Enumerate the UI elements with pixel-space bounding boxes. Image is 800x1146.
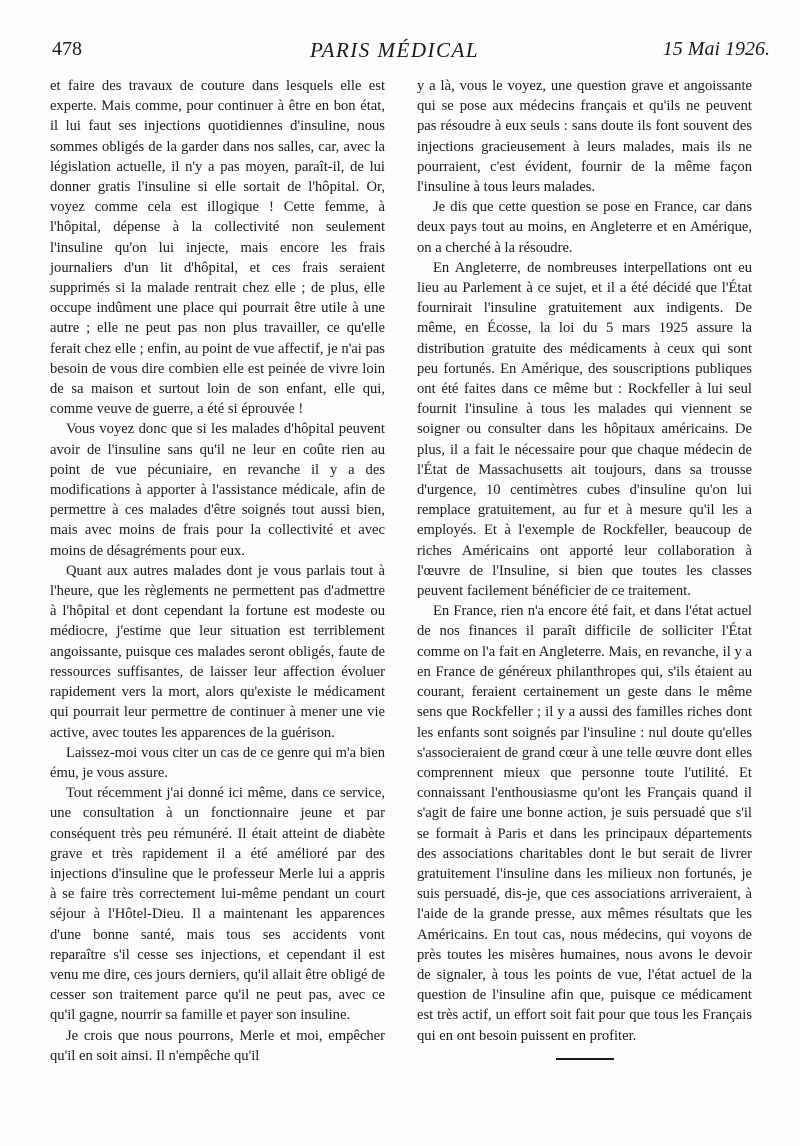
paragraph: et faire des travaux de couture dans lesquels elle est experte. Mais comme, pour continuer à être en bon état, il lui faut ses injections quotidiennes d'insuline, nous sommes obligés de la garder dans nos salles, car, avec la législation actuelle, il n'y a pas moyen, paraît-il, de lui donner gratis l'insuline si elle sortait de l'hôpital. Or, voyez comme cela est illogique ! Cette femme, à l'hôpital, dépense à la collectivité non seulement l'insuline qu'on lui injecte, mais encore les frais journaliers d'un lit d'hôpital, et ces frais seraient supprimés si la malade rentrait chez elle ; de plus, elle occupe indûment une place qui pourrait être utile à une autre ; elle ne peut pas non plus travailler, ce qu'elle ferait chez elle ; enfin, au point de vue affectif, je n'ai pas besoin de vous dire combien elle est peinée de vivre loin de sa maison et surtout loin de son enfant, elle qui, comme veuve de guerre, a été si éprouvée ! [50,78,385,418]
paragraph: En France, rien n'a encore été fait, et dans l'état actuel de nos finances il paraît difficile de solliciter l'État comme on l'a fait en Angleterre. Mais, en revanche, il y a en France de généreux philanthropes qui, s'ils étaient au courant, feraient certainement un geste dans le même sens que Rockfeller ; il y a aussi des familles riches dont les enfants sont soignés par l'insuline : nul doute qu'elles s'associeraient de grand cœur à une telle œuvre dont elles comprennent mieux que personne toute l'utilité. Et connaissant l'enthousiasme qu'ont les Français quand il s'agit de faire une bonne action, je suis persuadé que s'il se formait à Paris et dans les principaux départements des associations charitables dont le but serait de livrer gratuitement l'insuline dans les milieux non fortunés, je suis persuadé, dis-je, que ces associations arriveraient, à l'aide de la grande presse, aux mêmes résultats que les Américains. En tout cas, nous médecins, qui voyons de près toutes les misères humaines, nous avons le devoir de signaler, à tous les points de vue, l'état actuel de la question de l'insuline afin que, puisque ce médicament est très actif, un effort soit fait pour que tous les Français qui en ont besoin puissent en profiter. [417,603,752,1044]
paragraph: En Angleterre, de nombreuses interpellations ont eu lieu au Parlement à ce sujet, et il a été décidé que l'État fournirait l'insuline gratuitement aux indigents. De même, en Écosse, la loi du 5 mars 1925 assure la distribution gratuite des médicaments à ceux qui sont peu fortunés. En Amérique, des souscriptions publiques ont été faites dans ce même but : Rockfeller à lui seul fournit l'insuline à tous les malades qui viennent se soigner ou consulter dans les hôpitaux américains. De plus, il a fait le nécessaire pour que chaque médecin de l'État de Massachusetts ait toujours, dans sa trousse d'urgence, 10 centimètres cubes d'insuline qu'on lui remplace gratuitement, au fur et à mesure qu'il les a employés. Et à l'exemple de Rockfeller, beaucoup de riches Américains ont apporté leur collaboration à l'œuvre de l'Insuline, si bien que toutes les classes peuvent facilement bénéficier de ce traitement. [417,259,752,600]
running-header [52,38,770,68]
left-column [50,76,385,1066]
paragraph: Quant aux autres malades dont je vous parlais tout à l'heure, que les règlements ne permettent pas d'admettre à l'hôpital et dont cependant la fortune est modeste ou médiocre, j'estime que leur situation est terriblement angoissante, puisque ces malades seront obligés, faute de ressources suffisantes, de laisser leur affection évoluer rapidement vers la mort, alors qu'existe le médicament qui pourrait leur permettre de continuer à mener une vie active, avec toutes les apparences de la guérison. [50,562,385,741]
paragraph: Laissez-moi vous citer un cas de ce genre qui m'a bien ému, je vous assure. [50,744,385,781]
paragraph: Je crois que nous pourrons, Merle et moi, empêcher qu'il en soit ainsi. Il n'empêche qu'il [50,1027,385,1064]
end-of-article-rule [556,1058,614,1060]
paragraph: Tout récemment j'ai donné ici même, dans ce service, une consultation à un fonctionnaire jeune et par conséquent très peu rémunéré. Il était atteint de diabète grave et très rapidement il a été amélioré par des injections d'insuline que le professeur Merle lui a appris à se faire très correctement lui-même pendant un court séjour à l'Hôtel-Dieu. Il a maintenant les apparences d'une bonne santé, mais tous ses accidents vont reparaître s'il cesse ses injections, et cependant il est venu me dire, ces jours derniers, qu'il allait être obligé de cesser son traitement parce qu'il ne peut pas, avec ce qu'il gagne, nourrir sa famille et payer son insuline. [50,785,385,1024]
paragraph: Je dis que cette question se pose en France, car dans deux pays tout au moins, en Angleterre et en Amérique, on a cherché à la résoudre. [417,199,752,256]
issue-date: 15 Mai 1926. [662,38,770,60]
right-column [417,76,752,1060]
page-number: 478 [52,38,82,60]
paragraph: y a là, vous le voyez, une question grave et angoissante qui se pose aux médecins français et qu'ils ne peuvent pas résoudre à eux seuls : sans doute ils font souvent des injections gracieusement à leurs malades, mais ils ne pourraient, c'est évident, fournir de la même façon l'insuline à tous leurs malades. [417,78,752,196]
paragraph: Vous voyez donc que si les malades d'hôpital peuvent avoir de l'insuline sans qu'il ne leur en coûte rien au point de vue pécuniaire, en revanche il y a des modifications à apporter à l'assistance médicale, afin de permettre à ces malades d'être soignés tout aussi bien, mais avec moins de frais pour la collectivité et avec moins de désagréments pour eux. [50,421,385,559]
journal-title: PARIS MÉDICAL [310,38,480,62]
